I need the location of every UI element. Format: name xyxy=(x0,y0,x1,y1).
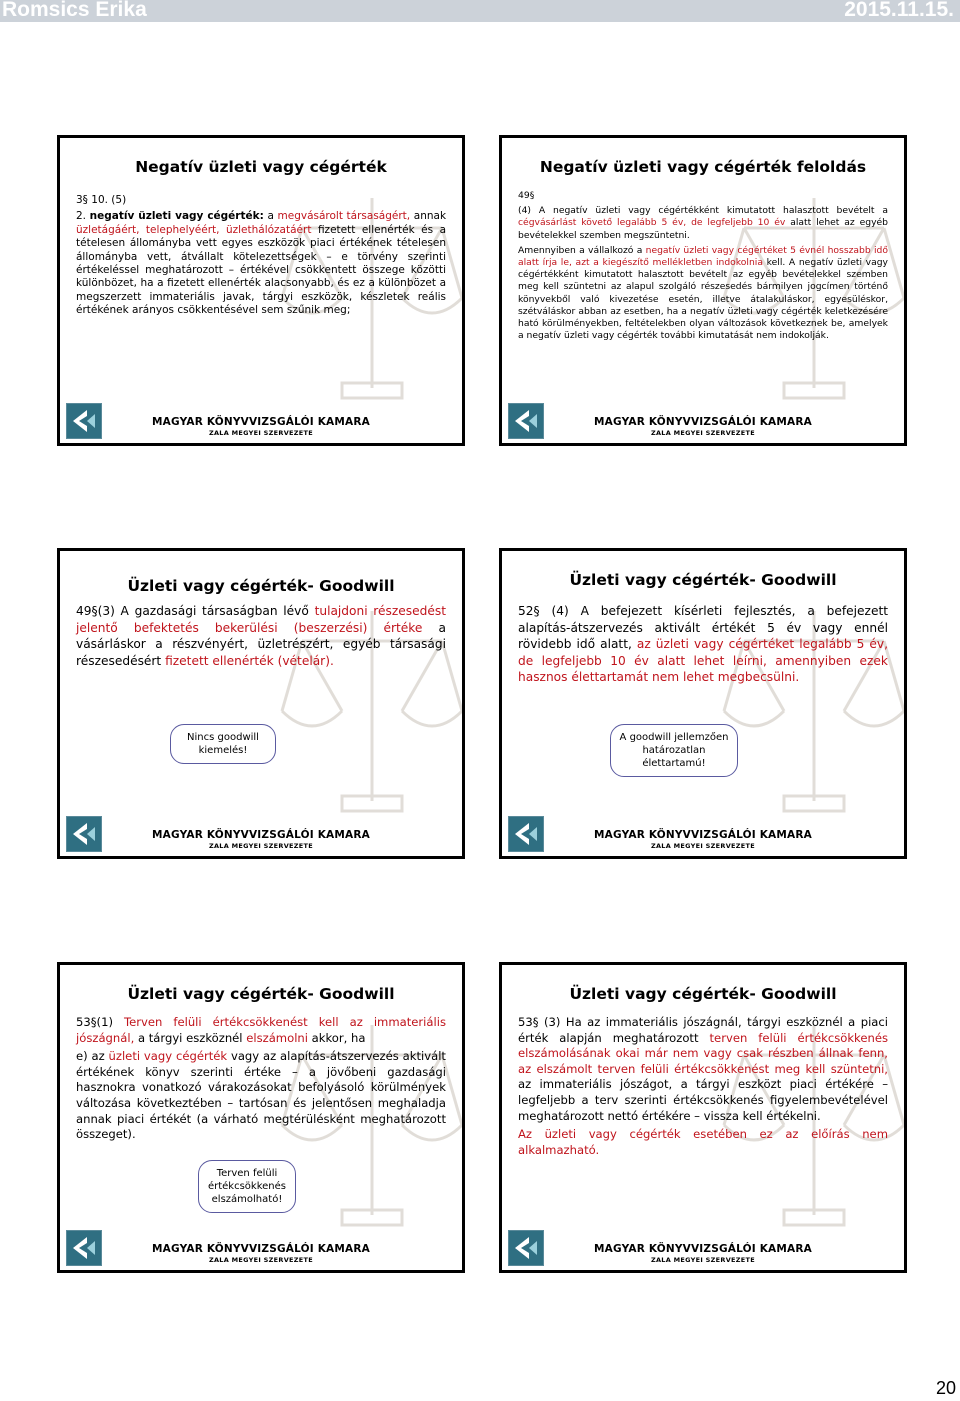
slide-footer xyxy=(502,405,904,443)
text: 52§ (4) A befejezett kísérleti fejlesztés, a befejezett alapítás-átszervezés aktivált értékét 5 év vagy ennél rövidebb idő alatt, xyxy=(518,604,888,651)
slide-title: Üzleti vagy cégérték- Goodwill xyxy=(127,577,395,595)
slide-body xyxy=(76,1015,446,1146)
slide-4 xyxy=(499,548,907,859)
slide-5 xyxy=(57,962,465,1273)
text: e) az xyxy=(76,1049,105,1064)
highlight-text: cégvásárlást követő legalább 5 év, de legfeljebb 10 év xyxy=(518,217,786,229)
slide-footer xyxy=(60,405,462,443)
callout-bubble: A goodwill jellemzően határozatlan élettartamú! xyxy=(610,724,738,777)
text: akkor, ha xyxy=(311,1030,366,1045)
slide-body xyxy=(76,603,446,672)
slide-1 xyxy=(57,135,465,446)
slide-title: Üzleti vagy cégérték- Goodwill xyxy=(127,985,395,1003)
text: a xyxy=(267,210,274,223)
footer-kamara: MAGYAR KÖNYVVIZSGÁLÓI KAMARA xyxy=(152,1243,370,1255)
slide-body xyxy=(518,1015,888,1161)
text: a tárgyi eszköznél xyxy=(137,1030,243,1045)
footer-zala: ZALA MEGYEI SZERVEZETE xyxy=(650,842,756,850)
callout-bubble: Nincs goodwill kiemelés! xyxy=(170,724,276,764)
highlight-text: terven felüli értékcsökkenés elszámolásának okai már nem vagy csak részben állnak fenn, az elszámolt terven felüli értékcsökkenést meg kell szüntetni, xyxy=(518,1030,888,1076)
text: Amennyiben a vállalkozó a xyxy=(518,244,643,256)
slide-title: Üzleti vagy cégérték- Goodwill xyxy=(569,985,837,1003)
footer-zala: ZALA MEGYEI SZERVEZETE xyxy=(208,842,314,850)
header-date: 2015.11.15. xyxy=(844,0,954,21)
text: 53§ (3) Ha az immateriális jószágnál, tárgyi eszköznél a piaci érték alapján meghatározott xyxy=(518,1015,888,1045)
slide-title: Negatív üzleti vagy cégérték feloldás xyxy=(539,158,867,176)
slide-footer xyxy=(502,818,904,856)
section-ref: 3§ 10. (5) xyxy=(76,194,127,206)
footer-zala: ZALA MEGYEI SZERVEZETE xyxy=(650,1256,756,1264)
slide-title: Negatív üzleti vagy cégérték xyxy=(135,158,387,176)
slide-3 xyxy=(57,548,465,859)
footer-zala: ZALA MEGYEI SZERVEZETE xyxy=(650,429,756,437)
text: fizetett ellenérték és a tételesen állományba vett egyes eszközök piaci értékének tételesen állományba vett, átvállalt kötelezettségek – e törvény szerinti értékeléssel meghatározott – értékével csökkentett összege közötti különbözet, ha a fizetett ellenérték alacsonyabb, és ez a különbözet a megszerzett immateriális javak, tárgyi eszközök, készletek reális értékének arányos csökkentésével sem szűnik meg; xyxy=(76,223,446,317)
highlight-text: elszámolni xyxy=(246,1030,308,1045)
highlight-text: negatív üzleti vagy cégértéket 5 évnél hosszabb idő alatt írja le, azt a kiegészítő mellékletben indokolnia xyxy=(518,244,889,269)
text: annak xyxy=(413,210,447,223)
section-ref: 49§ xyxy=(518,190,535,201)
text: az immateriális jószágot, a tárgyi eszközt piaci értékére – legfeljebb a terv szerinti értékcsökkenés figyelembevételével meghatározott nettó értékére – vissza kell értékelni. xyxy=(518,1077,888,1123)
footer-kamara: MAGYAR KÖNYVVIZSGÁLÓI KAMARA xyxy=(594,829,812,841)
item-number: 2. xyxy=(76,210,87,223)
footer-zala: ZALA MEGYEI SZERVEZETE xyxy=(208,429,314,437)
highlight-text: megvásárolt társaságért, xyxy=(277,210,411,223)
text: a vásárláskor a részvényért, üzletrészért, egyéb társasági részesedésért xyxy=(76,620,446,668)
highlight-text: az üzleti vagy cégértéket legalább 5 év, de legfeljebb 10 év alatt lehet leírni, amennyiben ezek hasznos élettartamát nem lehet megbecsülni. xyxy=(518,637,888,684)
text: 49§(3) A gazdasági társaságban lévő xyxy=(76,604,309,618)
footer-kamara: MAGYAR KÖNYVVIZSGÁLÓI KAMARA xyxy=(152,829,370,841)
slide-body xyxy=(518,190,888,345)
page-number: 20 xyxy=(935,1378,956,1398)
footer-kamara: MAGYAR KÖNYVVIZSGÁLÓI KAMARA xyxy=(594,416,812,428)
text: kell. A negatív üzleti vagy cégértékként kimutatott halasztott bevételt az egyéb bevételekkel szemben meg kell szüntetni az alapul szolgáló részesedés bármilyen jogcímen történő könyvekből való kivezetése esetén, illetve átalakuláskor, egyesüléskor, szétváláskor abban az esetben, ha a negatív üzleti vagy cégérték keletkezésére ható körülményekben, feltételekben olyan változások következnek be, amelyek a negatív üzleti vagy cégérték további kimutatását nem indokolják. xyxy=(518,257,888,342)
highlight-text: üzleti vagy cégérték xyxy=(108,1049,228,1064)
header-author: Romsics Erika xyxy=(2,0,147,21)
slide-footer xyxy=(502,1232,904,1270)
text: (4) A negatív üzleti vagy cégértékként kimutatott halasztott bevételt a xyxy=(518,205,888,217)
term-bold: negatív üzleti vagy cégérték: xyxy=(89,210,264,223)
slide-body xyxy=(518,603,888,689)
slide-footer xyxy=(60,818,462,856)
footer-kamara: MAGYAR KÖNYVVIZSGÁLÓI KAMARA xyxy=(594,1243,812,1255)
highlight-text: üzletágáért, telephelyéért, üzlethálózatáért xyxy=(76,223,312,236)
highlight-text: Terven felüli értékcsökkenést kell az immateriális jószágnál, xyxy=(76,1015,446,1045)
highlight-text: fizetett ellenérték (vételár). xyxy=(165,653,334,668)
highlight-text: tulajdoni részesedést jelentő befektetés bekerülési (beszerzési) értéke xyxy=(76,604,447,635)
slide-footer xyxy=(60,1232,462,1270)
callout-bubble: Terven felüli értékcsökkenés elszámolható! xyxy=(198,1160,296,1213)
slide-body xyxy=(76,194,446,321)
page-header xyxy=(0,0,960,22)
text: 53§(1) xyxy=(76,1015,113,1029)
slide-2 xyxy=(499,135,907,446)
footer-zala: ZALA MEGYEI SZERVEZETE xyxy=(208,1256,314,1264)
slide-6 xyxy=(499,962,907,1273)
text: vagy az alapítás-átszervezés aktivált értékének könyv szerinti értéke – a jövőbeni gazdasági hasznokra vonatkozó várakozásokat befolyásoló körülmények változása következtében – tartósan és jelentősen meghaladja annak piaci értékét (a várható megtérülésként meghatározott összeget). xyxy=(76,1049,446,1142)
footer-kamara: MAGYAR KÖNYVVIZSGÁLÓI KAMARA xyxy=(152,416,370,428)
text: alatt lehet az egyéb bevételekkel szemben megszüntetni. xyxy=(518,217,889,241)
highlight-text: Az üzleti vagy cégérték esetében ez az előírás nem alkalmazható. xyxy=(518,1127,888,1157)
slide-title: Üzleti vagy cégérték- Goodwill xyxy=(569,571,837,589)
